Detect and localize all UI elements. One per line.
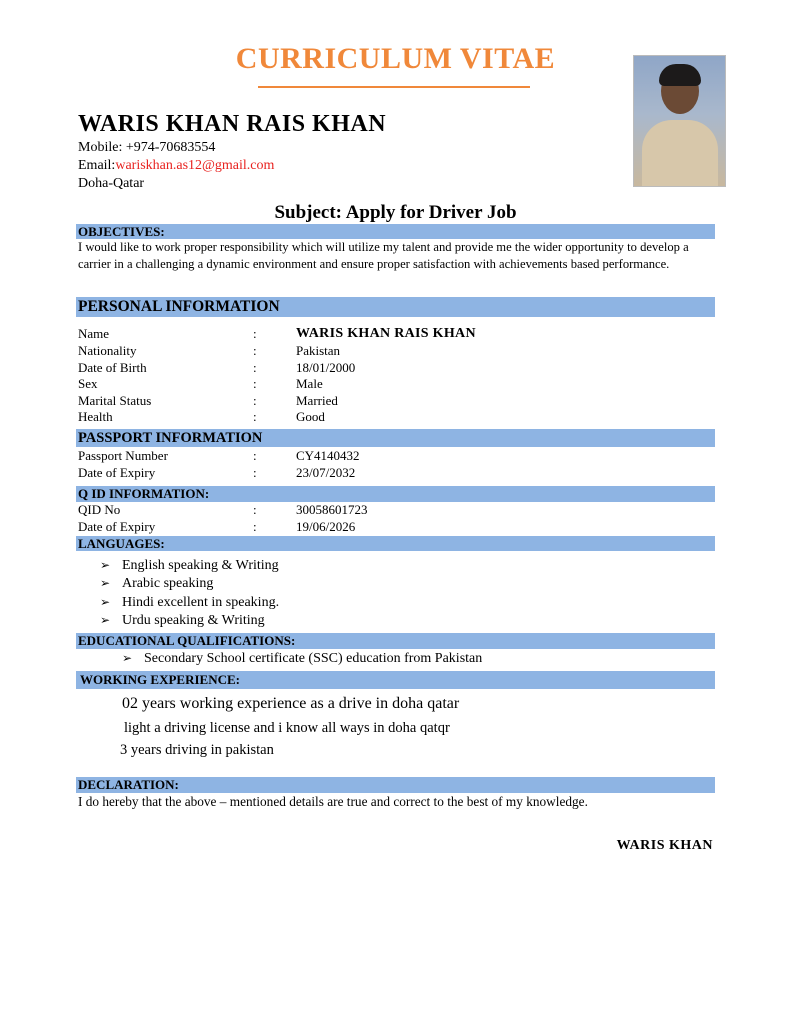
row-value: 18/01/2000 <box>296 360 356 375</box>
declaration-text: I do hereby that the above – mentioned details are true and correct to the best of my knowledge. <box>78 794 588 809</box>
row-label: Date of Expiry <box>78 465 156 480</box>
arrow-bullet-icon: ➢ <box>122 651 133 665</box>
mobile-label: Mobile: <box>78 140 126 155</box>
signature-name: WARIS KHAN <box>616 838 713 853</box>
email-link[interactable]: wariskhan.as12@gmail.com <box>115 158 275 173</box>
row-value: 19/06/2026 <box>296 519 356 534</box>
list-item-text: Secondary School certificate (SSC) education from Pakistan <box>144 651 483 666</box>
row-label: Marital Status <box>78 393 152 408</box>
list-item <box>100 556 279 575</box>
candidate-name: WARIS KHAN RAIS KHAN <box>78 111 387 137</box>
list-item <box>100 574 213 593</box>
row-value: Pakistan <box>296 343 341 358</box>
experience-line: light a driving license and i know all ways in doha qatqr <box>124 720 450 736</box>
row-value: 30058601723 <box>296 502 368 517</box>
list-item <box>100 593 279 612</box>
row-value: WARIS KHAN RAIS KHAN <box>296 326 476 341</box>
objectives-heading: OBJECTIVES: <box>76 224 715 239</box>
row-label: Date of Birth <box>78 360 147 375</box>
row-colon: : <box>253 519 257 534</box>
row-label: Date of Expiry <box>78 519 156 534</box>
email-line <box>78 158 274 174</box>
row-colon: : <box>253 360 257 375</box>
mobile-line <box>78 140 215 156</box>
experience-line: 02 years working experience as a drive in doha qatar <box>122 695 460 712</box>
row-colon: : <box>253 343 257 358</box>
list-item-text: Urdu speaking & Writing <box>122 613 265 628</box>
list-item-text: English speaking & Writing <box>122 558 279 573</box>
row-label: Passport Number <box>78 448 168 463</box>
objectives-text: I would like to work proper responsibility which will utilize my talent and provide me the wider opportunity to develop a carrier in a challenging a dynamic environment and ensure proper satisfaction with achievements based performance. <box>78 240 689 271</box>
row-value: 23/07/2032 <box>296 465 356 480</box>
row-colon: : <box>253 393 257 408</box>
list-item-text: Hindi excellent in speaking. <box>122 595 280 610</box>
row-value: CY4140432 <box>296 448 360 463</box>
row-colon: : <box>253 376 257 391</box>
profile-photo <box>633 55 726 187</box>
passport-info-heading: PASSPORT INFORMATION <box>76 429 715 447</box>
row-colon: : <box>253 448 257 463</box>
languages-heading: LANGUAGES: <box>76 536 715 551</box>
arrow-bullet-icon: ➢ <box>100 558 111 572</box>
list-item <box>122 649 482 668</box>
row-label: Health <box>78 409 113 424</box>
row-colon: : <box>253 465 257 480</box>
row-colon: : <box>253 409 257 424</box>
row-label: Nationality <box>78 343 137 358</box>
email-label: Email: <box>78 158 116 173</box>
row-value: Good <box>296 409 325 424</box>
experience-line: 3 years driving in pakistan <box>120 742 274 758</box>
row-colon: : <box>253 502 257 517</box>
arrow-bullet-icon: ➢ <box>100 595 111 609</box>
list-item <box>100 611 265 630</box>
working-experience-heading: WORKING EXPERIENCE: <box>76 671 715 689</box>
row-label: Name <box>78 326 110 341</box>
location: Doha-Qatar <box>78 176 145 191</box>
qid-info-heading: Q ID INFORMATION: <box>76 486 715 502</box>
cv-title: CURRICULUM VITAE <box>235 42 556 75</box>
arrow-bullet-icon: ➢ <box>100 576 111 590</box>
title-underline <box>258 86 530 88</box>
mobile-value: +974-70683554 <box>125 140 216 155</box>
row-value: Married <box>296 393 338 408</box>
list-item-text: Arabic speaking <box>122 576 214 591</box>
personal-info-heading: PERSONAL INFORMATION <box>76 297 715 317</box>
row-value: Male <box>296 376 323 391</box>
education-heading: EDUCATIONAL QUALIFICATIONS: <box>76 633 715 649</box>
row-label: Sex <box>78 376 98 391</box>
row-colon: : <box>253 326 257 341</box>
arrow-bullet-icon: ➢ <box>100 613 111 627</box>
row-label: QID No <box>78 502 121 517</box>
declaration-heading: DECLARATION: <box>76 777 715 793</box>
subject-line: Subject: Apply for Driver Job <box>274 202 517 223</box>
